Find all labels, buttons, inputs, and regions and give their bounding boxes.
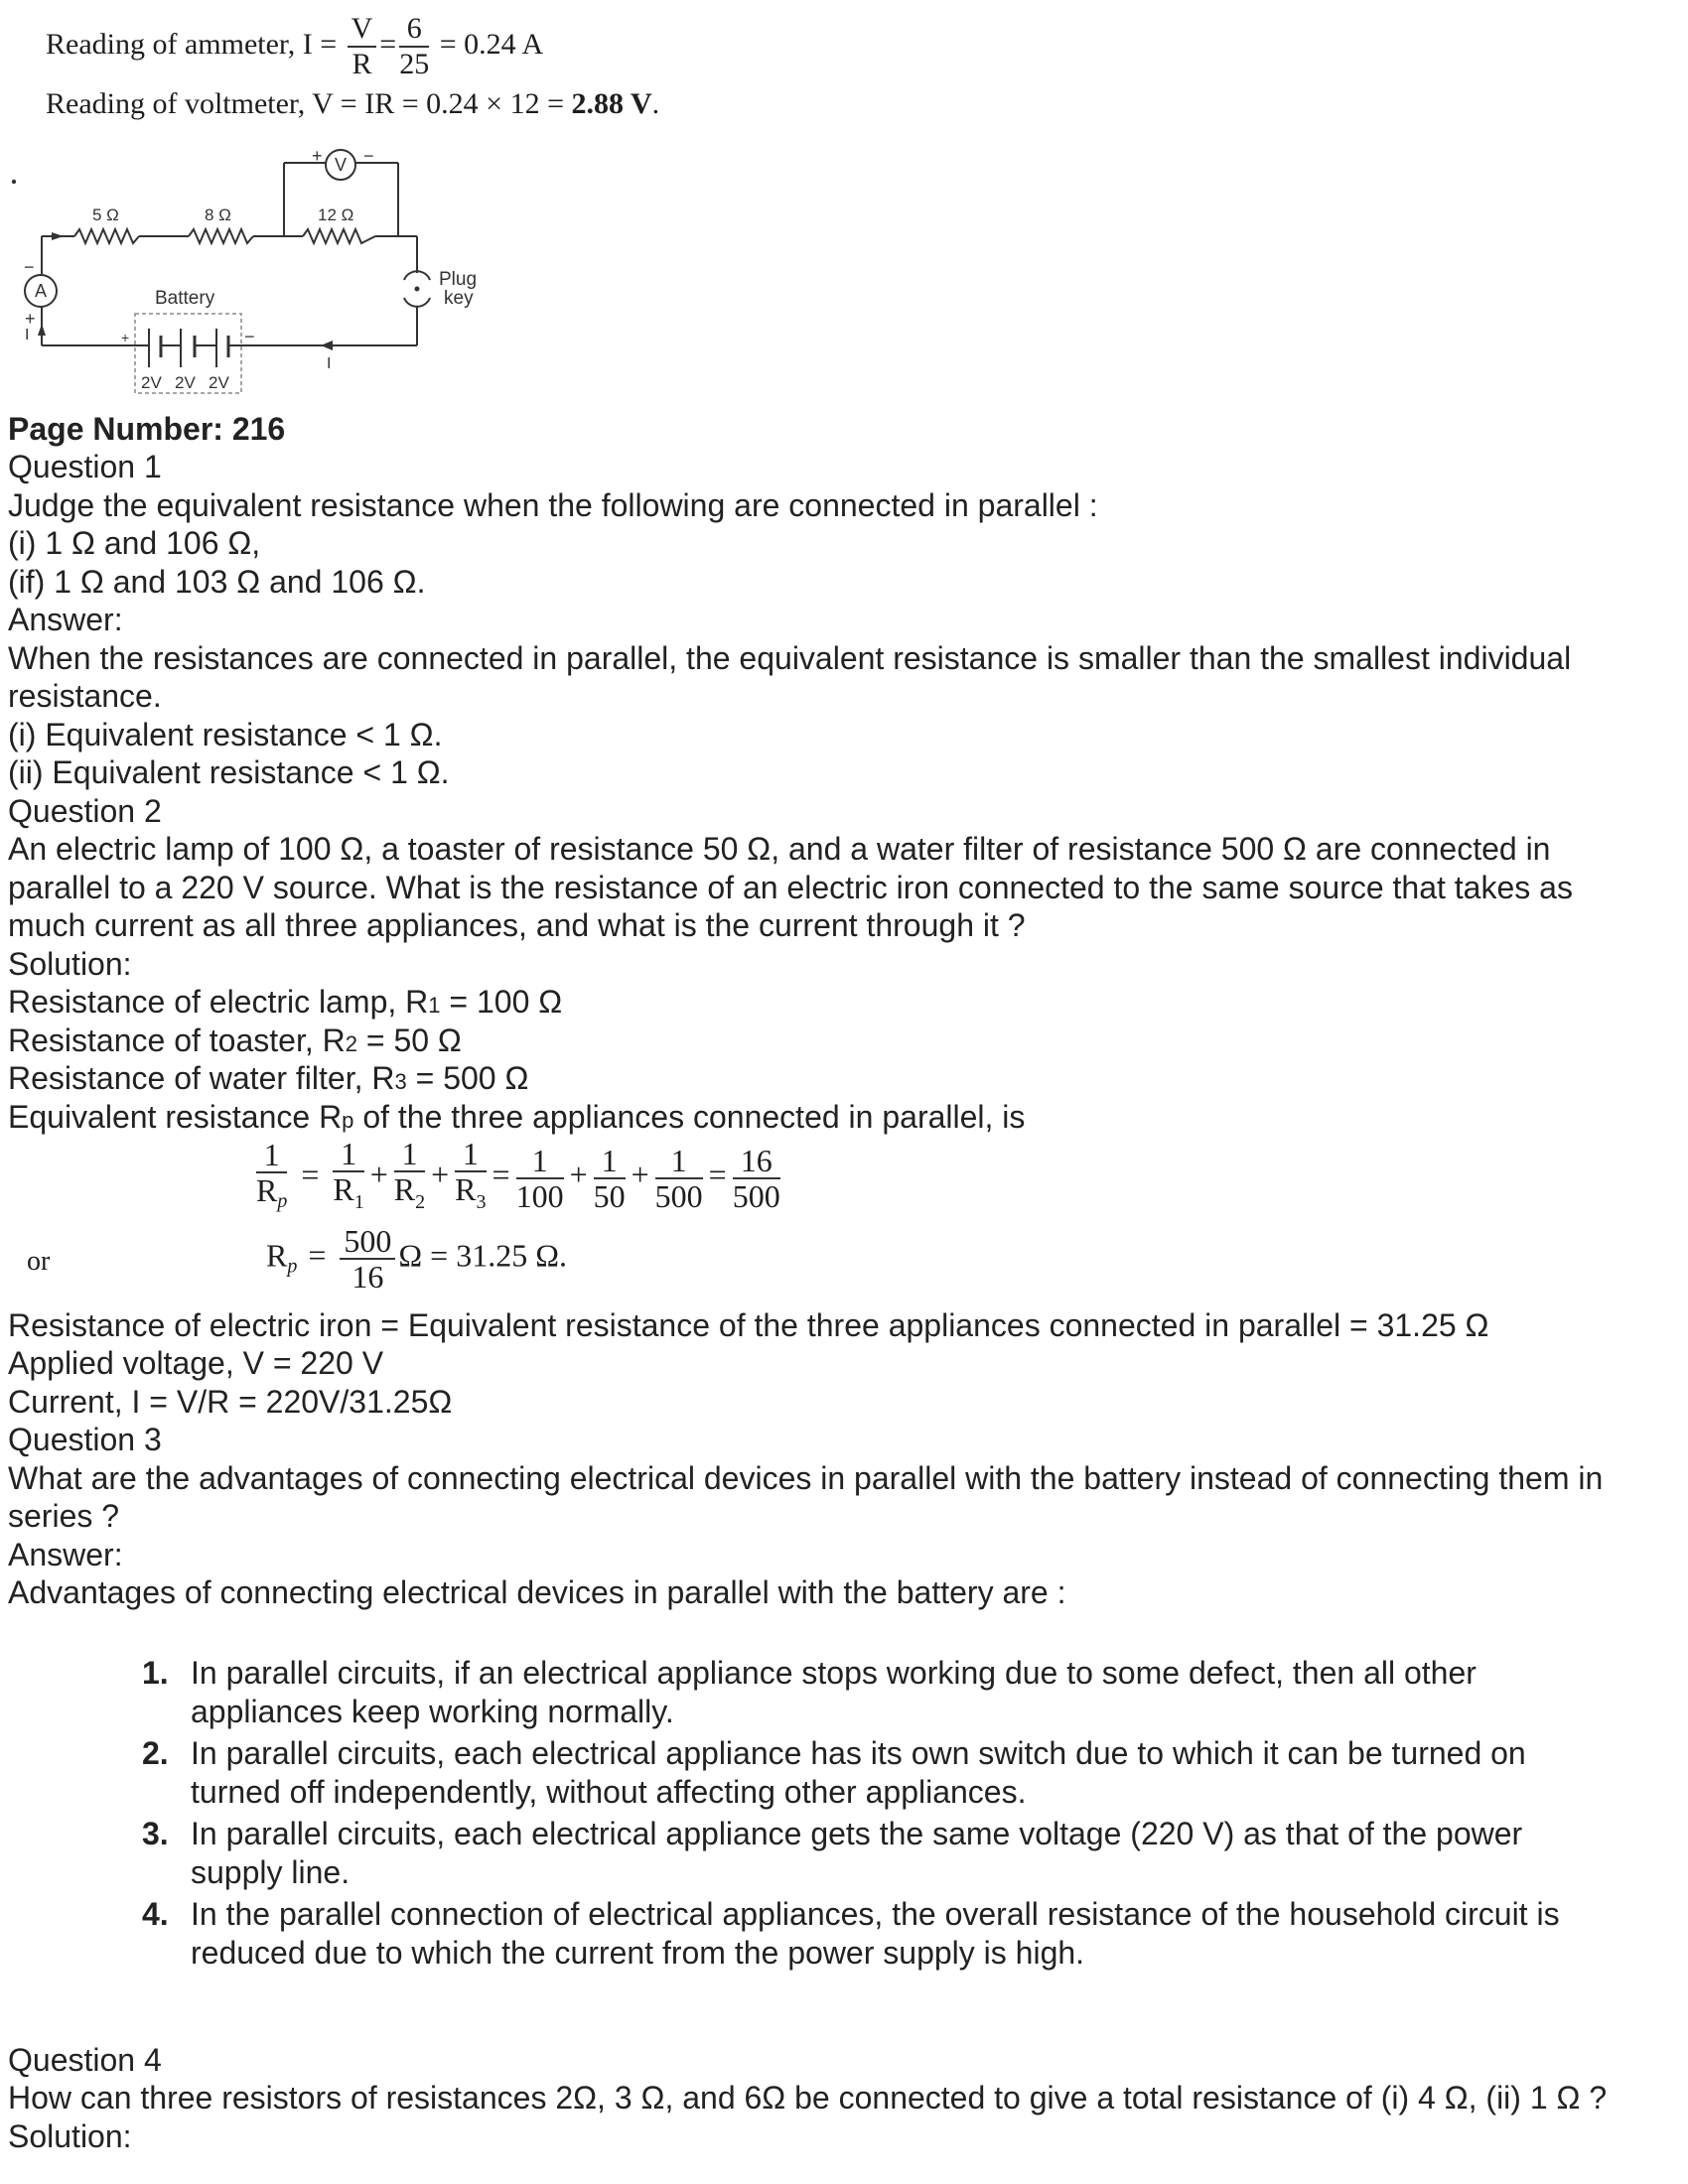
- cell-voltage-2: 2V: [175, 373, 196, 392]
- applied-voltage-line: Applied voltage, V = 220 V: [8, 1345, 384, 1381]
- circuit-diagram: [0, 139, 496, 407]
- current-label-left: I: [25, 327, 30, 343]
- rp-result-equation: Rp = $\frac{500}{16}$ Ω = 31.25 Ω.: [266, 1223, 567, 1295]
- fraction-1-over-r3: $\frac{1}{R_3}$: [455, 1136, 487, 1213]
- fraction-1-over-r2: $\frac{1}{R_2}$: [393, 1136, 426, 1213]
- advantages-list: [142, 1654, 1671, 1976]
- current-label-bottom: I: [327, 355, 332, 372]
- question-3-answer-label: Answer:: [8, 1537, 123, 1572]
- question-4-title: Question 4: [8, 2042, 162, 2078]
- question-2-text-line: parallel to a 220 V source. What is the resistance of an electric iron connected to the same source that takes as: [8, 870, 1573, 905]
- question-1-title: Question 1: [8, 449, 162, 484]
- ammeter-result: = 0.24 A: [439, 27, 544, 61]
- question-3-text-line: What are the advantages of connecting electrical devices in parallel with the battery instead of connecting them in: [8, 1460, 1604, 1496]
- resistor-8-ohm: [189, 229, 253, 243]
- current-arrow-top: [52, 232, 64, 240]
- question-2-text-line: An electric lamp of 100 Ω, a toaster of resistance 50 Ω, and a water filter of resistance 500 Ω are connected in: [8, 831, 1551, 867]
- resistor-label-8: 8 Ω: [205, 205, 231, 224]
- ammeter-reading-line: Reading of ammeter, I = $\frac{V}{R}$ = $\frac{6}{25}$ = 0.24 A: [46, 12, 544, 80]
- resistor-label-5: 5 Ω: [92, 205, 119, 224]
- fraction-6-over-25: $\frac{6}{25}$: [399, 12, 430, 80]
- voltmeter-label: Reading of voltmeter, V = IR = 0.24 × 12 =: [46, 87, 564, 120]
- plug-key-dot: [415, 287, 420, 292]
- ammeter-label: Reading of ammeter, I =: [46, 27, 338, 61]
- question-3-text-line: series ?: [8, 1498, 120, 1534]
- voltmeter-result: 2.88 V: [571, 87, 652, 120]
- plug-key-label-2: key: [444, 288, 474, 309]
- page-number: Page Number: 216: [8, 411, 286, 447]
- question-1-answer-line: resistance.: [8, 678, 162, 714]
- resistor-12-ohm: [303, 229, 375, 243]
- stray-dot: [13, 181, 15, 183]
- list-item: 4. In the parallel connection of electrical appliances, the overall resistance of the household circuit is reduced due to which the current from the power supply is high.: [142, 1896, 1560, 1971]
- fraction-1-over-100: $\frac{1}{100}$: [515, 1142, 564, 1214]
- list-item: 2. In parallel circuits, each electrical appliance has its own switch due to which it can be turned on turned off independently, without affecting other appliances.: [142, 1735, 1526, 1810]
- current-arrow-left: [38, 324, 46, 336]
- list-item: 3. In parallel circuits, each electrical appliance gets the same voltage (220 V) as that of the power supply line.: [142, 1816, 1523, 1890]
- resistance-r3-line: Resistance of water filter, R3 = 500 Ω: [8, 1060, 529, 1096]
- rp-result: = 31.25 Ω.: [430, 1237, 567, 1274]
- resistor-5-ohm: [74, 229, 139, 243]
- ammeter-symbol: A: [35, 281, 48, 301]
- parallel-resistance-equation: $\frac{1}{Rp}$ = $\frac{1}{R_1}$ + $\frac{1}{R_2}$ + $\frac{1}{R_3}$ = $\frac{1}{100}$ + $\frac{1}{50}$ + $\frac{1}{500}$ = $\frac{16}{500}$: [253, 1137, 783, 1219]
- question-2-title: Question 2: [8, 793, 162, 829]
- cell-voltage-1: 2V: [141, 373, 162, 392]
- question-4-solution-label: Solution:: [8, 2118, 132, 2154]
- question-4-text: How can three resistors of resistances 2Ω, 3 Ω, and 6Ω be connected to give a total resistance of (i) 4 Ω, (ii) 1 Ω ?: [8, 2080, 1608, 2116]
- plug-key-arc-bottom: [404, 298, 430, 307]
- fraction-1-over-r1: $\frac{1}{R_1}$: [333, 1136, 364, 1213]
- question-1-answer-line: (i) Equivalent resistance < 1 Ω.: [8, 717, 443, 752]
- question-1-answer-label: Answer:: [8, 602, 123, 637]
- battery-label: Battery: [155, 288, 215, 309]
- voltmeter-symbol: V: [335, 155, 348, 175]
- voltmeter-reading-line: Reading of voltmeter, V = IR = 0.24 × 12 = 2.88 V.: [46, 87, 660, 120]
- fraction-1-over-rp: $\frac{1}{Rp}$: [256, 1137, 288, 1212]
- list-item: 1. In parallel circuits, if an electrical appliance stops working due to some defect, then all other appliances keep working normally.: [142, 1655, 1477, 1729]
- ammeter-plus: +: [25, 309, 36, 329]
- question-2-text-line: much current as all three appliances, and what is the current through it ?: [8, 907, 1026, 943]
- equivalent-resistance-line: Equivalent resistance Rp of the three appliances connected in parallel, is: [8, 1099, 1026, 1135]
- cell-voltage-3: 2V: [209, 373, 229, 392]
- voltmeter-plus: +: [312, 146, 323, 166]
- question-1-text: Judge the equivalent resistance when the following are connected in parallel :: [8, 487, 1098, 523]
- question-1-part-1: (i) 1 Ω and 106 Ω,: [8, 525, 261, 561]
- question-3-title: Question 3: [8, 1422, 162, 1457]
- question-1-answer-line: (ii) Equivalent resistance < 1 Ω.: [8, 754, 450, 790]
- electric-iron-resistance-line: Resistance of electric iron = Equivalent resistance of the three appliances connected in parallel = 31.25 Ω: [8, 1307, 1489, 1343]
- question-2-solution-label: Solution:: [8, 946, 132, 982]
- fraction-v-over-r: $\frac{V}{R}$: [348, 12, 377, 81]
- current-line: Current, I = V/R = 220V/31.25Ω: [8, 1384, 453, 1420]
- or-label: or: [27, 1246, 51, 1277]
- fraction-16-over-500: $\frac{16}{500}$: [732, 1142, 780, 1214]
- voltmeter-minus: −: [363, 146, 374, 166]
- question-3-intro: Advantages of connecting electrical devices in parallel with the battery are :: [8, 1574, 1066, 1610]
- fraction-1-over-500: $\frac{1}{500}$: [654, 1142, 703, 1214]
- battery-plus: +: [121, 330, 130, 345]
- ammeter-minus: −: [24, 257, 35, 277]
- resistance-r1-line: Resistance of electric lamp, R1 = 100 Ω: [8, 984, 563, 1020]
- current-arrow-bottom: [321, 341, 333, 350]
- question-1-part-2: (if) 1 Ω and 103 Ω and 106 Ω.: [8, 564, 426, 600]
- fraction-1-over-50: $\frac{1}{50}$: [593, 1142, 626, 1214]
- resistor-label-12: 12 Ω: [318, 205, 354, 224]
- question-1-answer-line: When the resistances are connected in parallel, the equivalent resistance is smaller than the smallest individual: [8, 640, 1572, 676]
- resistance-r2-line: Resistance of toaster, R2 = 50 Ω: [8, 1023, 462, 1058]
- fraction-500-over-16: $\frac{500}{16}$: [340, 1224, 395, 1294]
- plug-key-label-1: Plug: [439, 269, 478, 290]
- battery-minus: −: [244, 327, 255, 346]
